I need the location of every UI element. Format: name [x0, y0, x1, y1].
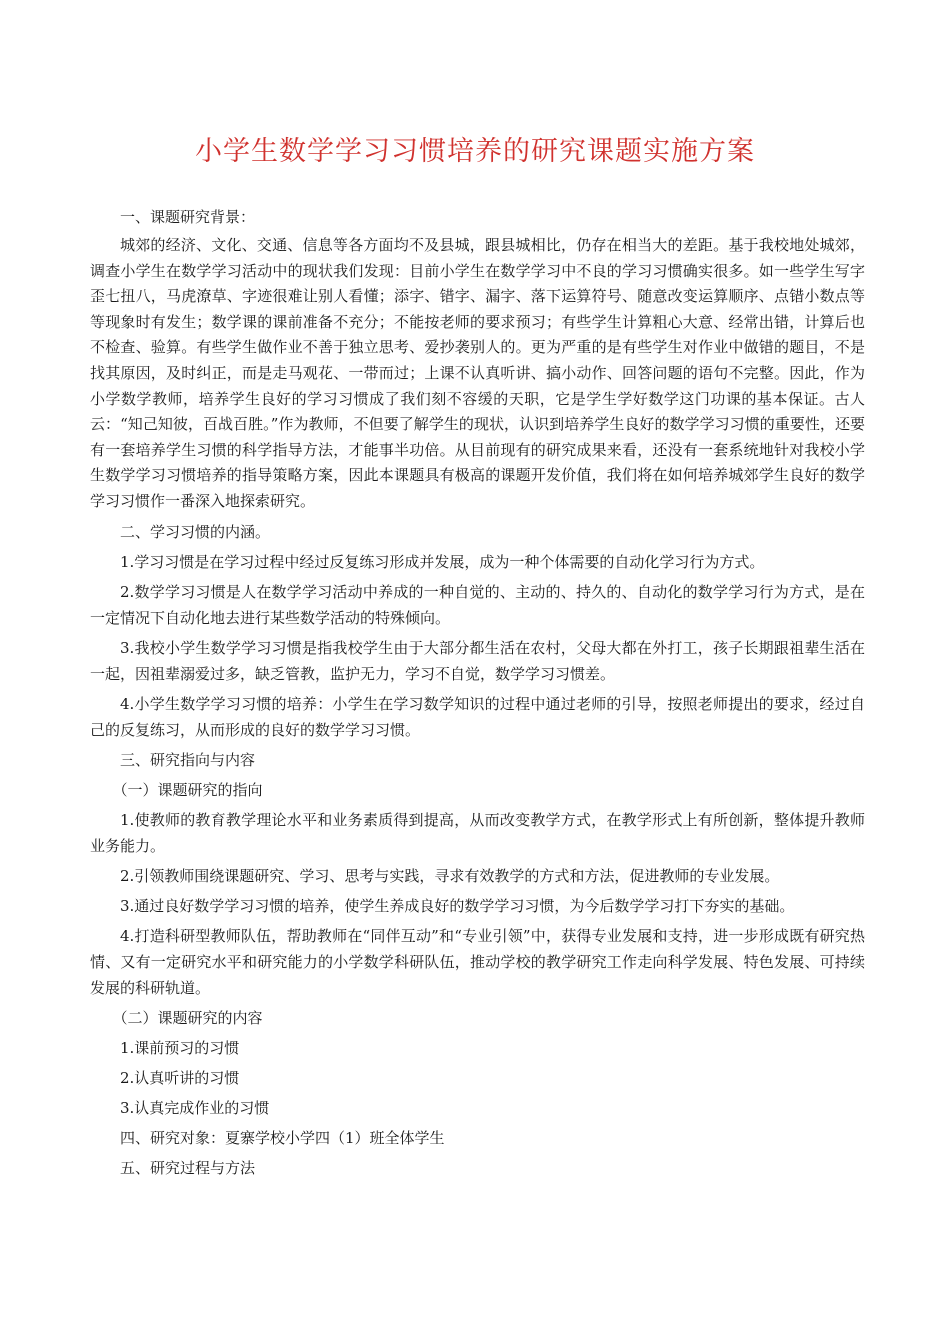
list-item-content-2: 2.认真听讲的习惯: [120, 1068, 240, 1087]
paragraph-direction-4: 4.打造科研型教师队伍，帮助教师在“同伴互动”和“专业引领”中，获得专业发展和支持，进一步形成既有研究热情、又有一定研究水平和研究能力的小学数学科研队伍，推动学校的教学研究工作走向科学发展、特色发展、可持续发展的科研轨道。: [90, 926, 865, 997]
paragraph-direction-3: 3.通过良好数学学习习惯的培养，使学生养成良好的数学学习习惯，为今后数学学习打下夯实的基础。: [120, 896, 795, 915]
list-item-content-1: 1.课前预习的习惯: [120, 1038, 240, 1057]
subsection-heading-content: （二）课题研究的内容: [112, 1008, 263, 1027]
paragraph-connotation-3: 3.我校小学生数学学习习惯是指我校学生由于大部分都生活在农村，父母大都在外打工，孩子长期跟祖辈生活在一起，因祖辈溺爱过多，缺乏管教，监护无力，学习不自觉，数学学习习惯差。: [90, 638, 865, 683]
paragraph-direction-2: 2.引领教师围绕课题研究、学习、思考与实践，寻求有效教学的方式和方法，促进教师的专业发展。: [120, 866, 780, 885]
section-heading-background: 一、课题研究背景：: [120, 208, 256, 226]
document-title: 小学生数学学习习惯培养的研究课题实施方案: [195, 136, 755, 167]
section-heading-subjects: 四、研究对象：夏寨学校小学四（1）班全体学生: [120, 1128, 445, 1147]
document-body: [90, 204, 865, 1181]
paragraph-connotation-2: 2.数学学习习惯是人在数学学习活动中养成的一种自觉的、主动的、持久的、自动化的数学学习行为方式，是在一定情况下自动化地去进行某些数学活动的特殊倾向。: [90, 582, 865, 627]
list-item-content-3: 3.认真完成作业的习惯: [120, 1098, 270, 1117]
section-heading-connotation: 二、学习习惯的内涵。: [120, 522, 271, 541]
paragraph-direction-1: 1.使教师的教育教学理论水平和业务素质得到提高，从而改变教学方式，在教学形式上有所创新，整体提升教师业务能力。: [90, 810, 865, 855]
section-heading-process-method: 五、研究过程与方法: [120, 1158, 256, 1177]
paragraph-background: 城郊的经济、文化、交通、信息等各方面均不及县城，跟县城相比，仍存在相当大的差距。基于我校地处城郊，调查小学生在数学学习活动中的现状我们发现：目前小学生在数学学习中不良的学习习惯确实很多。如一些学生写字歪七扭八，马虎潦草、字迹很难让别人看懂；添字、错字、漏字、落下运算符号、随意改变运算顺序、点错小数点等等现象时有发生；数学课的课前准备不充分；不能按老师的要求预习；有些学生计算粗心大意、经常出错，计算后也不检查、验算。有些学生做作业不善于独立思考、爱抄袭别人的。更为严重的是有些学生对作业中做错的题目，不是找其原因，及时纠正，而是走马观花、一带而过；上课不认真听讲、搞小动作、回答问题的语句不完整。因此，作为小学数学教师，培养学生良好的学习习惯成了我们刻不容缓的天职，它是学生学好数学这门功课的基本保证。古人云：“知己知彼，百战百胜。”作为教师，不但要了解学生的现状，认识到培养学生良好的数学学习习惯的重要性，还要有一套培养学生习惯的科学指导方法，才能事半功倍。从目前现有的研究成果来看，还没有一套系统地针对我校小学生数学学习习惯培养的指导策略方案，因此本课题具有极高的课题开发价值，我们将在如何培养城郊学生良好的数学学习习惯作一番深入地探索研究。: [90, 236, 865, 510]
paragraph-connotation-1: 1.学习习惯是在学习过程中经过反复练习形成并发展，成为一种个体需要的自动化学习行为方式。: [120, 552, 765, 571]
section-heading-direction-content: 三、研究指向与内容: [120, 750, 256, 769]
paragraph-connotation-4: 4.小学生数学学习习惯的培养：小学生在学习数学知识的过程中通过老师的引导，按照老师提出的要求，经过自己的反复练习，从而形成的良好的数学学习习惯。: [90, 694, 865, 739]
subsection-heading-direction: （一）课题研究的指向: [112, 780, 263, 799]
